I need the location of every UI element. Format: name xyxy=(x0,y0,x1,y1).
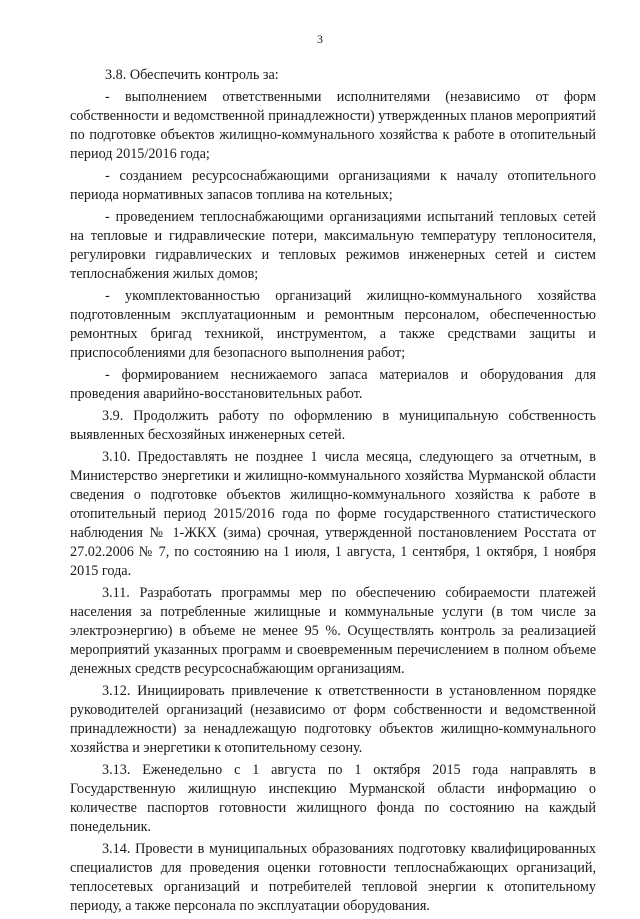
paragraph-3-10: 3.10. Предоставлять не позднее 1 числа месяца, следующего за отчетным, в Министерство энергетики и жилищно-коммунального хозяйства Мурманской области сведения о подготовке объектов жилищно-коммунального хозяйства к работе в отопительный период 2015/2016 года по форме государственного статистического наблюдения № 1-ЖКХ (зима) срочная, утвержденной постановлением Росстата от 27.02.2006 № 7, по состоянию на 1 июля, 1 августа, 1 сентября, 1 октября, 1 ноября 2015 года. xyxy=(70,449,596,579)
paragraph-3-9: 3.9. Продолжить работу по оформлению в муниципальную собственность выявленных бесхозяйных инженерных сетей. xyxy=(70,408,596,443)
page-number: 3 xyxy=(317,32,323,46)
paragraph-3-11: 3.11. Разработать программы мер по обеспечению собираемости платежей населения за потребленные жилищные и коммунальные услуги (в том числе за электроэнергию) в объеме не менее 95 %. Осуществлять контроль за реализацией мероприятий указанных программ и своевременным перечислением в полном объеме денежных средств ресурсоснабжающим организациям. xyxy=(70,585,596,677)
list-item-emergency-stock: - формированием неснижаемого запаса материалов и оборудования для проведения аварийно-восстановительных работ. xyxy=(70,367,596,402)
list-item-executors: - выполнением ответственными исполнителями (независимо от форм собственности и ведомственной принадлежности) утвержденных планов мероприятий по подготовке объектов жилищно-коммунального хозяйства к работе в отопительный период 2015/2016 года; xyxy=(70,89,596,162)
paragraph-3-8-heading: 3.8. Обеспечить контроль за: xyxy=(105,67,279,83)
list-item-fuel-reserves: - созданием ресурсоснабжающими организациями к началу отопительного периода нормативных запасов топлива на котельных; xyxy=(70,168,596,203)
paragraph-3-14: 3.14. Провести в муниципальных образованиях подготовку квалифицированных специалистов для проведения оценки готовности теплоснабжающих организаций, теплосетевых организаций и потребителей тепловой энергии к отопительному периоду, а также персонала по эксплуатации оборудования. xyxy=(70,841,596,914)
paragraph-3-12: 3.12. Инициировать привлечение к ответственности в установленном порядке руководителей организаций (независимо от форм собственности и ведомственной принадлежности) за ненадлежащую подготовку объектов жилищно-коммунального хозяйства и энергетики к отопительному сезону. xyxy=(70,683,596,756)
paragraph-3-13: 3.13. Еженедельно с 1 августа по 1 октября 2015 года направлять в Государственную жилищную инспекцию Мурманской области информацию о количестве паспортов готовности жилищного фонда по состоянию на каждый понедельник. xyxy=(70,762,596,835)
list-item-staffing: - укомплектованностью организаций жилищно-коммунального хозяйства подготовленным эксплуатационным и ремонтным персоналом, обеспеченностью ремонтных бригад техникой, инструментом, а также средствами защиты и приспособлениями для безопасного выполнения работ; xyxy=(70,288,596,361)
list-item-network-tests: - проведением теплоснабжающими организациями испытаний тепловых сетей на тепловые и гидравлические потери, максимальную температуру теплоносителя, регулировки гидравлических и тепловых режимов инженерных сетей и систем теплоснабжения жилых домов; xyxy=(70,209,596,282)
document-body xyxy=(70,66,596,919)
